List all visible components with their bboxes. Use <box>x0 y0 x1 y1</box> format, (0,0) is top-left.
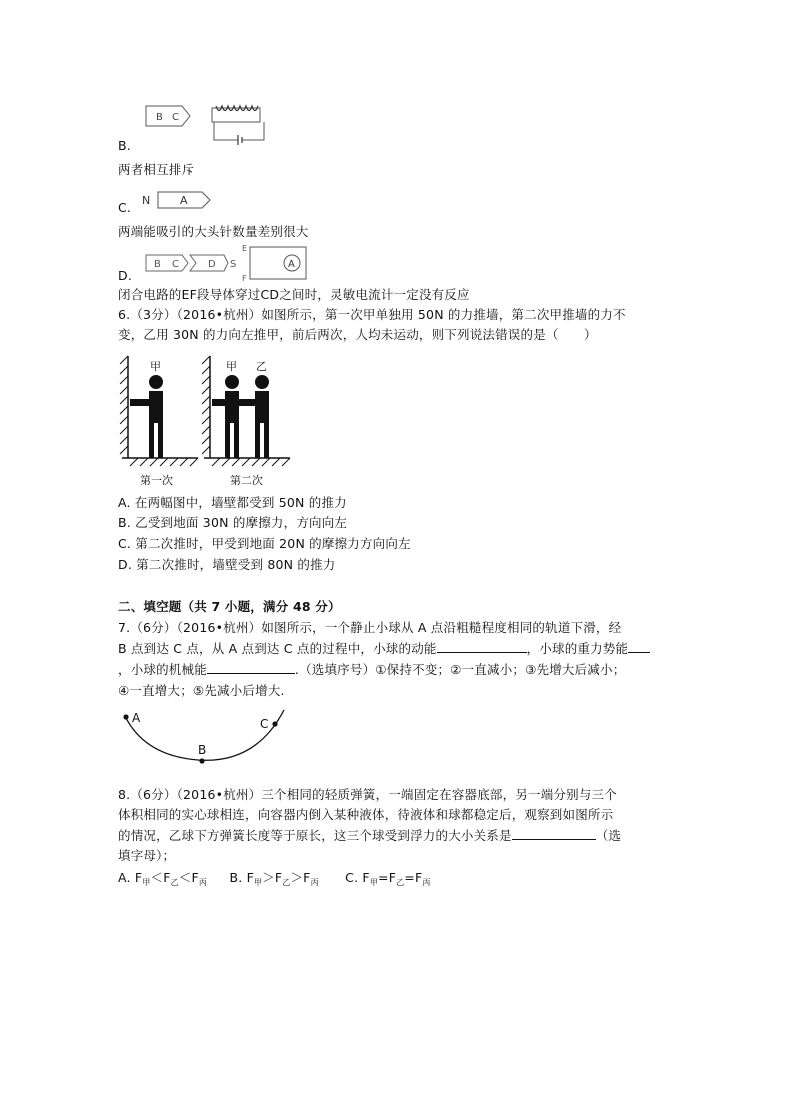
q8-blank-buoyancy[interactable] <box>512 827 596 840</box>
q7-stem-line2 <box>118 640 650 658</box>
q8-option-b: B. $F_甲>F_乙>F_丙$ <box>229 870 319 887</box>
bar-magnet-figure <box>140 188 224 212</box>
fig-d-label-galvanometer: A <box>288 259 295 270</box>
track-label-c: C <box>260 717 269 731</box>
q6-option-a: A. 在两幅图中，墙壁都受到 50N 的推力 <box>118 495 347 510</box>
q5-option-c-letter: C. <box>118 200 132 215</box>
caption-first: 第一次 <box>140 474 173 487</box>
fig-c-label-a: A <box>180 194 188 207</box>
q8-line3-part2: （选 <box>595 828 622 843</box>
track-label-b: B <box>198 743 207 757</box>
q8-stem-line4: 填字母）； <box>118 848 176 863</box>
fig-d-label-d: D <box>208 259 216 270</box>
fig-b-label-c: C <box>172 112 179 123</box>
q8-option-c: C. $F_甲=F_乙=F_丙$ <box>345 870 431 887</box>
q7-blank-mechanical[interactable] <box>207 661 295 674</box>
fig-label-jia-second: 甲 <box>226 360 237 373</box>
q7-stem-line1: 7.（6分）（2016•杭州）如图所示，一个静止小球从 A 点沿粗糙程度相同的轨道下滑，经 <box>118 620 622 635</box>
magnets-circuit-figure <box>142 243 310 283</box>
fig-d-label-s: S <box>230 259 237 270</box>
q8-stem-line1: 8.（6分）（2016•杭州）三个相同的轻质弹簧，一端固定在容器底部，另一端分别与三个 <box>118 787 617 802</box>
q8-stem-line2: 体积相同的实心球相连，向容器内倒入某种液体，待液体和球都稳定后，观察到如图所示 <box>118 807 614 822</box>
fig-b-label-b: B <box>156 112 163 123</box>
q7-line3-part1: ，小球的机械能 <box>118 662 207 677</box>
q5-option-c-text: 两端能吸引的大头针数量差别很大 <box>118 224 309 239</box>
q7-blank-potential[interactable] <box>628 640 650 653</box>
q5-option-b-text: 两者相互排斥 <box>118 162 195 177</box>
q6-stem-line2: 变，乙用 30N 的力向左推甲，前后两次，人均未运动，则下列说法错误的是（ ） <box>118 327 597 342</box>
q8-option-a: A. $F_甲<F_乙<F_丙$ <box>118 870 208 887</box>
fig-c-label-n: N <box>142 194 151 207</box>
q8-line3-part1: 的情况，乙球下方弹簧长度等于原长，这三个球受到浮力的大小关系是 <box>118 828 512 843</box>
track-label-a: A <box>132 711 141 725</box>
q7-stem-line3 <box>118 661 625 679</box>
caption-second: 第二次 <box>230 474 263 487</box>
magnet-solenoid-figure <box>142 100 266 146</box>
q6-stem-line1: 6.（3分）（2016•杭州）如图所示，第一次甲单独用 50N 的力推墙，第二次甲推墙的力不 <box>118 307 626 322</box>
section-heading: 二、填空题（共 7 小题，满分 48 分） <box>118 599 341 614</box>
fig-d-label-c: C <box>172 259 179 270</box>
track-figure <box>116 704 300 774</box>
q7-line2-part1: B 点到达 C 点，从 A 点到达 C 点的过程中，小球的动能 <box>118 641 437 656</box>
q8-options <box>118 869 431 889</box>
fig-d-label-e: E <box>242 244 248 253</box>
q7-line2-part2: ，小球的重力势能 <box>526 641 629 656</box>
q7-blank-kinetic[interactable] <box>437 640 527 653</box>
q7-stem-line4: ④一直增大；⑤先减小后增大. <box>118 683 285 698</box>
fig-label-yi: 乙 <box>256 360 267 373</box>
q8-stem-line3 <box>118 827 621 845</box>
fig-label-jia-first: 甲 <box>150 360 161 373</box>
fig-d-label-f: F <box>242 274 247 283</box>
q6-option-b: B. 乙受到地面 30N 的摩擦力，方向向左 <box>118 515 348 530</box>
q5-option-d-text: 闭合电路的EF段导体穿过CD之间时，灵敏电流计一定没有反应 <box>118 287 470 302</box>
wall-push-figure <box>118 350 294 490</box>
fig-d-label-b: B <box>154 259 161 270</box>
q5-option-d-letter: D. <box>118 268 132 283</box>
q7-line3-part2: .（选填序号）①保持不变；②一直减小；③先增大后减小； <box>294 662 626 677</box>
q6-option-c: C. 第二次推时，甲受到地面 20N 的摩擦力方向向左 <box>118 536 411 551</box>
q6-option-d: D. 第二次推时，墙壁受到 80N 的推力 <box>118 557 336 572</box>
q5-option-b-letter: B. <box>118 138 131 153</box>
